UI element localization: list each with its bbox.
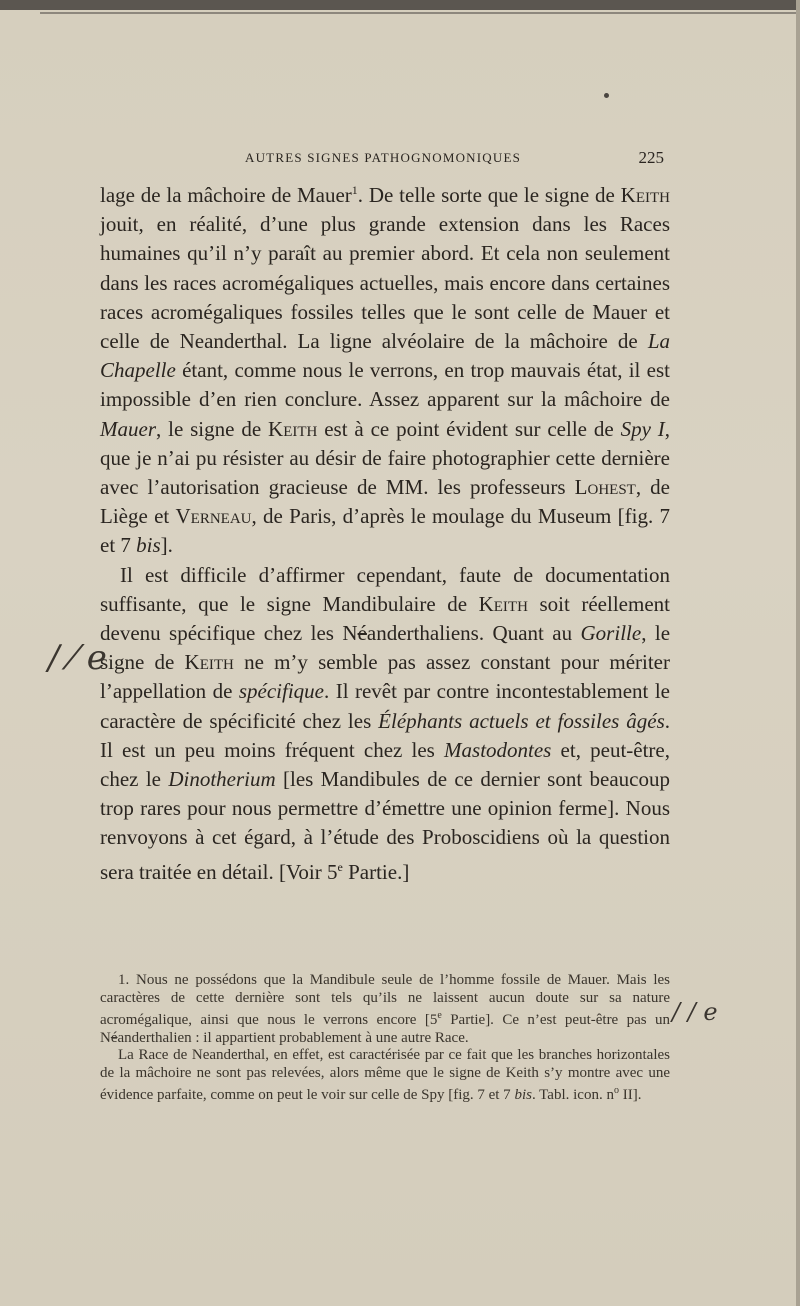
text-run: Partie]. Ce n’est peut-être pas un N — [100, 1012, 670, 1046]
text-run: . De telle sorte que le signe de — [357, 183, 621, 207]
margin-note-left: / ⁄ e — [48, 638, 107, 678]
page-number: 225 — [638, 148, 664, 167]
person-name-lohest: Lohest — [574, 475, 636, 500]
scan-right-edge — [796, 0, 800, 1306]
text-run: est à ce point évident sur celle de — [317, 416, 621, 441]
paragraph-2 — [100, 561, 670, 887]
author-name-keith: Keith — [184, 650, 234, 675]
text-run: . Tabl. icon. n — [531, 1087, 614, 1103]
text-run: , que je n’ai pu résister au désir de faire photographier cette dernière avec l’autorisation gracieuse de MM. les professeurs — [100, 416, 670, 500]
text-run: Il est difficile d’affirmer cependant, faute de documentation suffisante, que le signe Mandibulaire de — [100, 562, 670, 616]
text-run: lage de la mâchoire de Mauer — [100, 183, 352, 207]
author-name-keith: Keith — [268, 416, 318, 441]
animal-name-elephants: Éléphants actuels et fossiles âgés — [378, 708, 665, 733]
margin-note-right: / / e — [672, 998, 718, 1026]
term-specifique: spécifique — [238, 679, 324, 704]
superscript: o — [613, 1085, 619, 1096]
struck-letter: é — [357, 621, 367, 646]
superscript: e — [437, 1010, 442, 1021]
footnote-ref: 1 — [351, 183, 358, 197]
running-title: AUTRES SIGNES PATHOGNOMONIQUES — [245, 150, 522, 165]
author-name-keith: Keith — [478, 591, 528, 616]
scan-top-border — [0, 0, 800, 10]
animal-name-mastodontes: Mastodontes — [444, 737, 552, 762]
author-name-keith: Keith — [620, 183, 670, 207]
bis-italic: bis — [136, 533, 161, 558]
animal-name-dinotherium: Dinotherium — [168, 767, 276, 792]
animal-name-gorille: Gorille — [580, 621, 642, 646]
footnote-1 — [100, 972, 670, 1047]
bis-italic: bis — [514, 1087, 532, 1103]
text-run: anderthaliens. Quant au — [366, 621, 581, 646]
site-name-mauer: Mauer — [100, 416, 156, 441]
specimen-name-spy: Spy I — [620, 416, 665, 441]
scan-top-rule — [40, 12, 800, 14]
text-run: [les Mandibules de ce dernier sont beaucoup trop rares pour nous permettre d’émettre une opinion ferme]. Nous renvoyons à cet égard, à l’étude des Proboscidiens où la question sera traitée en détail. [Voir 5 — [100, 767, 670, 884]
text-run: . Il revêt par contre incontestablement le caractère de spécificité chez les — [100, 679, 670, 733]
text-run: , de Liège et — [100, 475, 670, 529]
text-run: , de Paris, d’après le moulage du Museum [fig. 7 et 7 — [100, 504, 670, 558]
text-run: soit réellement devenu spécifique chez les N — [100, 591, 670, 646]
text-run: 1. Nous ne possédons que la Mandibule seule de l’homme fossile de Mauer. Mais les caractères de cette dernière sont tels qu’ils ne laissent aucun doute sur sa nature acromégalique, ainsi que nous le verrons encore [5 — [100, 972, 670, 1028]
main-text — [100, 176, 670, 887]
running-header — [100, 148, 670, 170]
text-run: Partie.] — [342, 859, 410, 884]
struck-letter: é — [110, 1029, 118, 1046]
person-name-verneau: Verneau — [175, 504, 252, 529]
text-run: étant, comme nous le verrons, en trop mauvais état, il est impossible d’en rien conclure. Assez apparent sur la mâchoire de — [100, 358, 670, 412]
text-run: La Race de Neanderthal, en effet, est caractérisée par ce fait que les branches horizontales de la mâchoire ne sont pas relevées, alors même que le signe de Keith s’y montre avec une évidence parfaite, comme on peut le voir sur celle de Spy [fig. 7 et 7 — [100, 1047, 670, 1103]
text-run: , le signe de — [156, 416, 269, 441]
text-run: et, peut-être, chez le — [100, 737, 670, 792]
paragraph-1 — [100, 176, 670, 561]
text-run: anderthalien : il appartient probablement à une autre Race. — [117, 1029, 469, 1046]
text-run: jouit, en réalité, d’une plus grande extension dans les Races humaines qu’il n’y paraît au premier abord. Et cela non seulement dans les races acromégaliques actuelles, mais encore dans certaines races acromégaliques fossiles telles que le sont celle de Mauer et celle de Neanderthal. La ligne alvéolaire de la mâchoire de — [100, 212, 670, 354]
text-run: II]. — [618, 1087, 642, 1103]
footnotes — [100, 972, 670, 1105]
footnote-2 — [100, 1047, 670, 1105]
text-run: ne m’y semble pas assez constant pour mériter l’appellation de — [100, 650, 670, 704]
text-run: ]. — [160, 533, 173, 558]
ink-dot — [604, 93, 609, 98]
superscript: e — [337, 859, 343, 874]
site-name-chapelle: La Chapelle — [100, 329, 670, 383]
text-run: . Il est un peu moins fréquent chez les — [100, 708, 670, 762]
text-run: , le signe de — [100, 621, 671, 675]
